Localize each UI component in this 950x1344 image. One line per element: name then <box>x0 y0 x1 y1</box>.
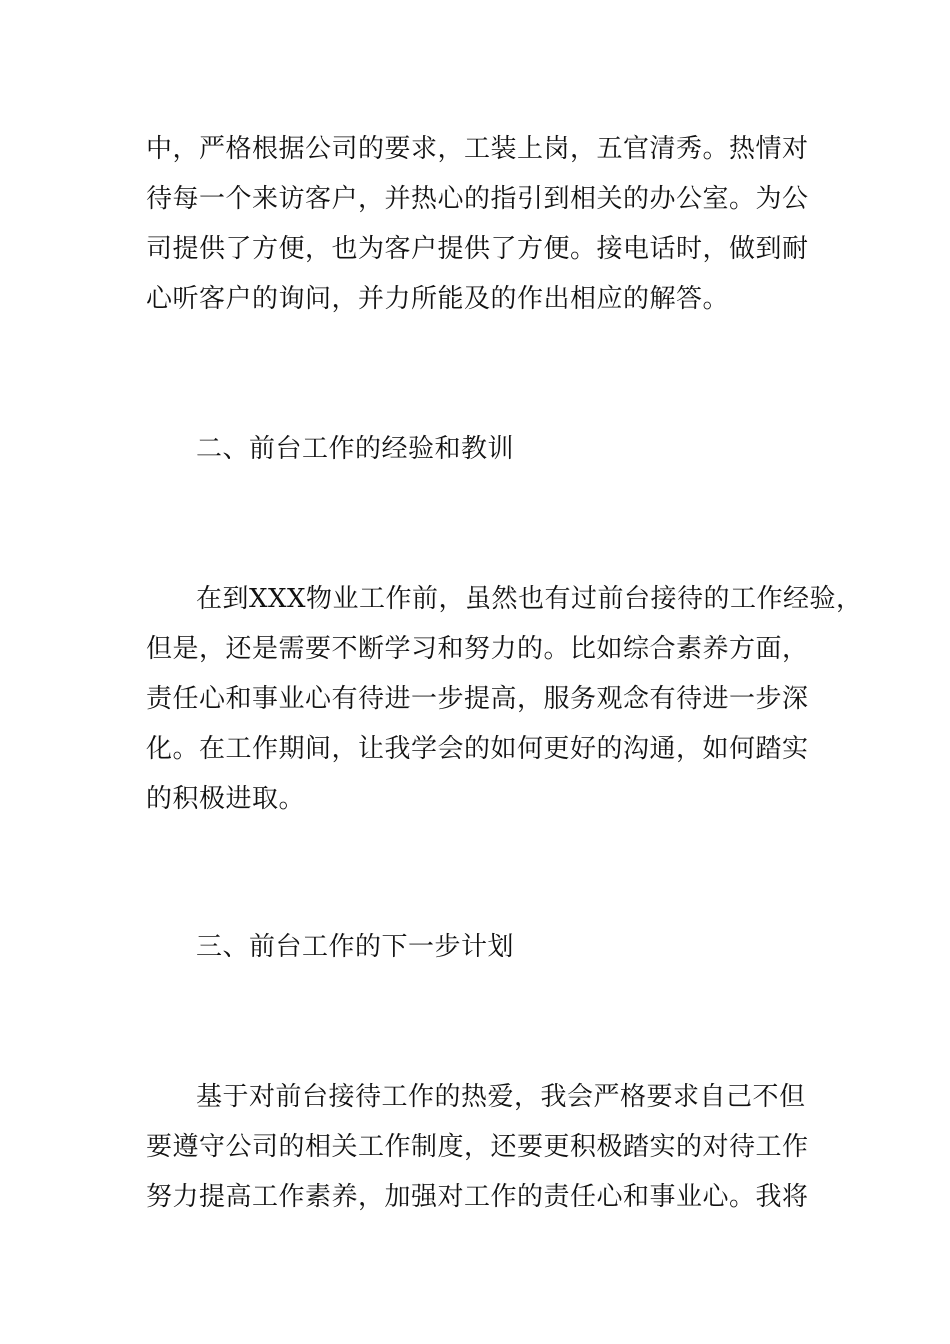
paragraph-2-line-4: 化。在工作期间，让我学会的如何更好的沟通，如何踏实 <box>146 734 809 764</box>
paragraph-2-line-2: 但是，还是需要不断学习和努力的。比如综合素养方面， <box>146 634 809 664</box>
paragraph-2-line-5: 的积极进取。 <box>146 784 306 814</box>
paragraph-1-line-4: 心听客户的询问，并力所能及的作出相应的解答。 <box>146 284 730 314</box>
paragraph-3-line-3: 努力提高工作素养，加强对工作的责任心和事业心。我将 <box>146 1182 809 1212</box>
paragraph-3-line-1: 基于对前台接待工作的热爱，我会严格要求自己不但 <box>196 1082 806 1112</box>
paragraph-1-line-2: 待每一个来访客户，并热心的指引到相关的办公室。为公 <box>146 184 809 214</box>
paragraph-1-line-1: 中，严格根据公司的要求，工装上岗，五官清秀。热情对 <box>146 134 809 164</box>
paragraph-1-line-3: 司提供了方便，也为客户提供了方便。接电话时，做到耐 <box>146 234 809 264</box>
paragraph-3-line-2: 要遵守公司的相关工作制度，还要更积极踏实的对待工作 <box>146 1132 809 1162</box>
section-heading-2: 二、前台工作的经验和教训 <box>196 434 515 464</box>
paragraph-2-line-3: 责任心和事业心有待进一步提高，服务观念有待进一步深 <box>146 684 809 714</box>
section-heading-3: 三、前台工作的下一步计划 <box>196 932 515 962</box>
paragraph-2-line-1: 在到XXX物业工作前，虽然也有过前台接待的工作经验， <box>196 584 863 614</box>
